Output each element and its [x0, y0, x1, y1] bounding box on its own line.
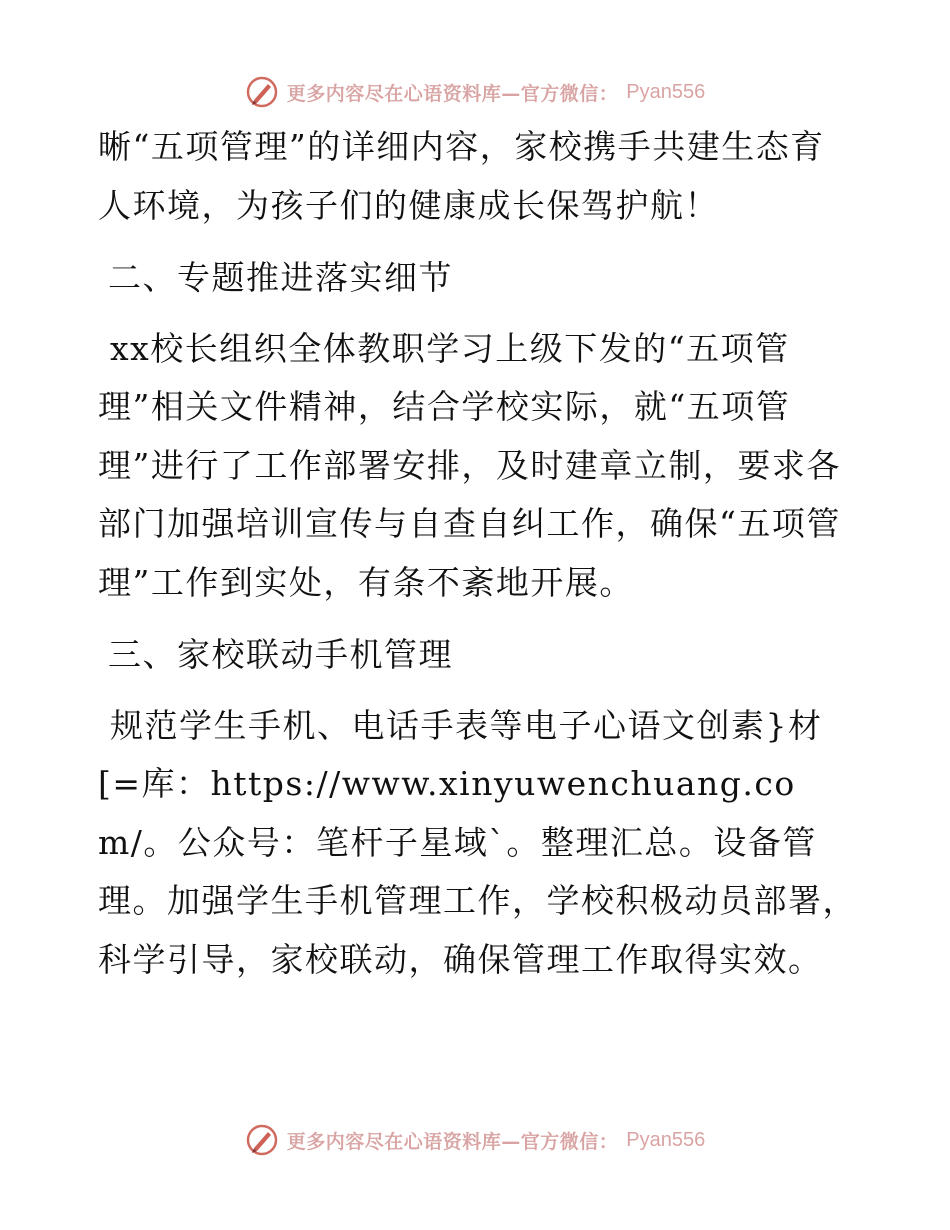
- paragraph-section-2: xx校长组织全体教职学习上级下发的“五项管理”相关文件精神，结合学校实际，就“五项管理”进行了工作部署安排，及时建章立制，要求各部门加强培训宣传与自查自纠工作，确保“五项管理”工作到实处，有条不紊地开展。: [98, 328, 841, 602]
- section-heading-2: 二、专题推进落实细节: [108, 258, 453, 297]
- paragraph-intro-continued: 晰“五项管理”的详细内容，家校携手共建生态育人环境，为孩子们的健康成长保驾护航！: [98, 127, 825, 225]
- pen-logo-icon: [245, 1123, 279, 1157]
- footer-watermark: [0, 1120, 950, 1160]
- paragraph-section-3: 规范学生手机、电话手表等电子心语文创素}材[=库：https://www.xinyuwenchuang.com/。公众号：笔杆子星域`。整理汇总。设备管理。加强学生手机管理工作，学校积极动员部署，科学引导，家校联动，确保管理工作取得实效。: [98, 705, 857, 979]
- watermark-text: 更多内容尽在心语资料库—官方微信：: [286, 82, 619, 105]
- section-heading-3: 三、家校联动手机管理: [108, 635, 453, 674]
- header-watermark: [0, 72, 950, 112]
- document-body: [98, 118, 858, 989]
- pen-logo-icon: [245, 75, 279, 109]
- watermark-text: 更多内容尽在心语资料库—官方微信：: [286, 1130, 619, 1153]
- watermark-wechat-id: Pyan556: [626, 1128, 706, 1151]
- watermark-wechat-id: Pyan556: [626, 80, 706, 103]
